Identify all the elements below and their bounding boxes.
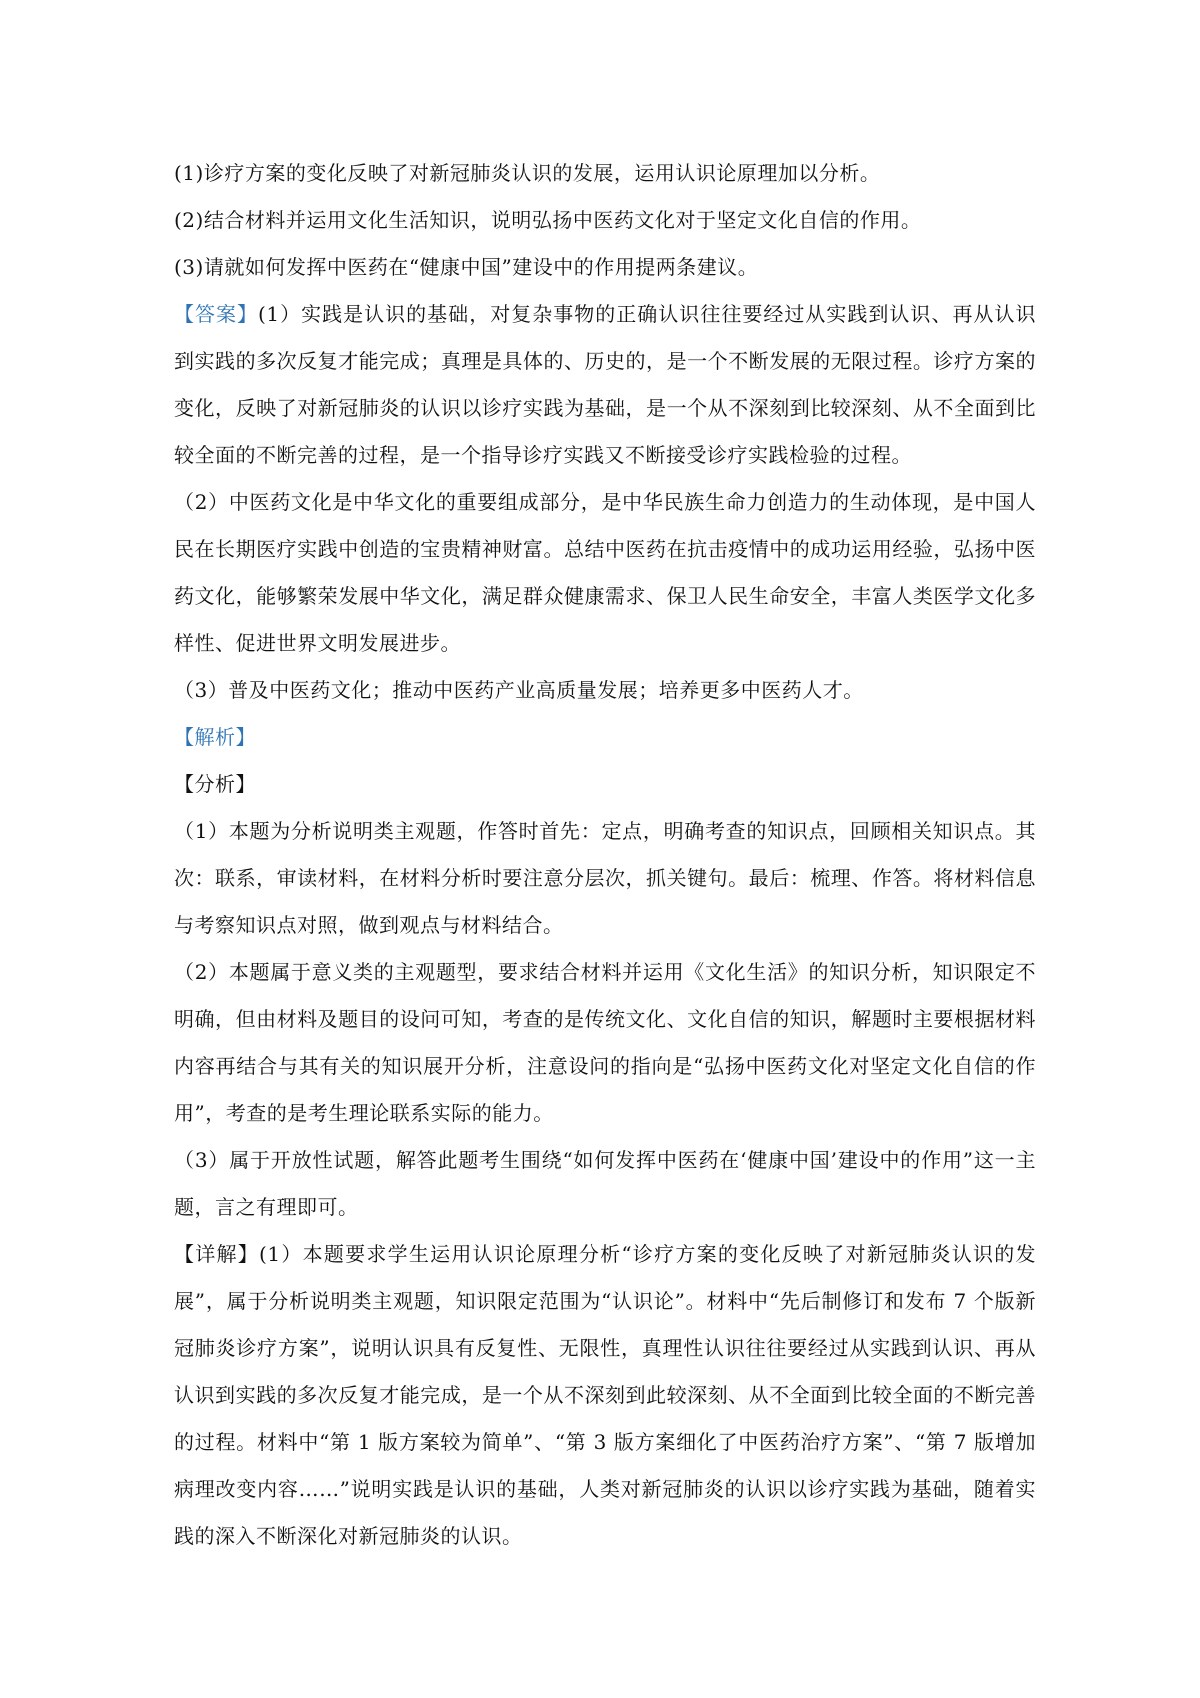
document-page: [174, 150, 1036, 1560]
answer-paragraph-3: （3）普及中医药文化；推动中医药产业高质量发展；培养更多中医药人才。: [174, 678, 864, 702]
answer-tag: 【答案】: [174, 302, 259, 326]
answer-paragraph-1: [174, 291, 1036, 479]
analysis-sub-tag: 【分析】: [174, 772, 256, 796]
analysis-paragraph-1: （1）本题为分析说明类主观题，作答时首先：定点，明确考查的知识点，回顾相关知识点。其次：联系，审读材料，在材料分析时要注意分层次，抓关键句。最后：梳理、作答。将材料信息与考察知识点对照，做到观点与材料结合。: [174, 819, 1036, 937]
question-3: (3)请就如何发挥中医药在“健康中国”建设中的作用提两条建议。: [174, 255, 759, 279]
answer-text-1: (1）实践是认识的基础，对复杂事物的正确认识往往要经过从实践到认识、再从认识到实践的多次反复才能完成；真理是具体的、历史的，是一个不断发展的无限过程。诊疗方案的变化，反映了对新冠肺炎的认识以诊疗实践为基础，是一个从不深刻到比较深刻、从不全面到比较全面的不断完善的过程，是一个指导诊疗实践又不断接受诊疗实践检验的过程。: [174, 302, 1036, 467]
detail-tag: 【详解】: [174, 1242, 260, 1266]
analysis-paragraph-2: （2）本题属于意义类的主观题型，要求结合材料并运用《文化生活》的知识分析，知识限定不明确，但由材料及题目的设问可知，考查的是传统文化、文化自信的知识，解题时主要根据材料内容再结合与其有关的知识展开分析，注意设问的指向是“弘扬中医药文化对坚定文化自信的作用”，考查的是考生理论联系实际的能力。: [174, 960, 1036, 1125]
detail-paragraph-1: [174, 1231, 1036, 1560]
question-2: (2)结合材料并运用文化生活知识，说明弘扬中医药文化对于坚定文化自信的作用。: [174, 208, 922, 232]
question-1: (1)诊疗方案的变化反映了对新冠肺炎认识的发展，运用认识论原理加以分析。: [174, 161, 881, 185]
analysis-paragraph-3: （3）属于开放性试题，解答此题考生围绕“如何发挥中医药在‘健康中国’建设中的作用”这一主题，言之有理即可。: [174, 1148, 1036, 1219]
detail-text-1: (1）本题要求学生运用认识论原理分析“诊疗方案的变化反映了对新冠肺炎认识的发展”，属于分析说明类主观题，知识限定范围为“认识论”。材料中“先后制修订和发布 7 个版新冠肺炎诊疗方案”，说明认识具有反复性、无限性，真理性认识往往要经过从实践到认识、再从认识到实践的多次反复才能完成，是一个从不深刻到此较深刻、从不全面到比较全面的不断完善的过程。材料中“第 1 版方案较为简单”、“第 3 版方案细化了中医药治疗方案”、“第 7 版增加病理改变内容……”说明实践是认识的基础，人类对新冠肺炎的认识以诊疗实践为基础，随着实践的深入不断深化对新冠肺炎的认识。: [174, 1242, 1036, 1548]
analysis-tag: 【解析】: [174, 725, 256, 749]
answer-paragraph-2: （2）中医药文化是中华文化的重要组成部分，是中华民族生命力创造力的生动体现，是中国人民在长期医疗实践中创造的宝贵精神财富。总结中医药在抗击疫情中的成功运用经验，弘扬中医药文化，能够繁荣发展中华文化，满足群众健康需求、保卫人民生命安全，丰富人类医学文化多样性、促进世界文明发展进步。: [174, 490, 1036, 655]
